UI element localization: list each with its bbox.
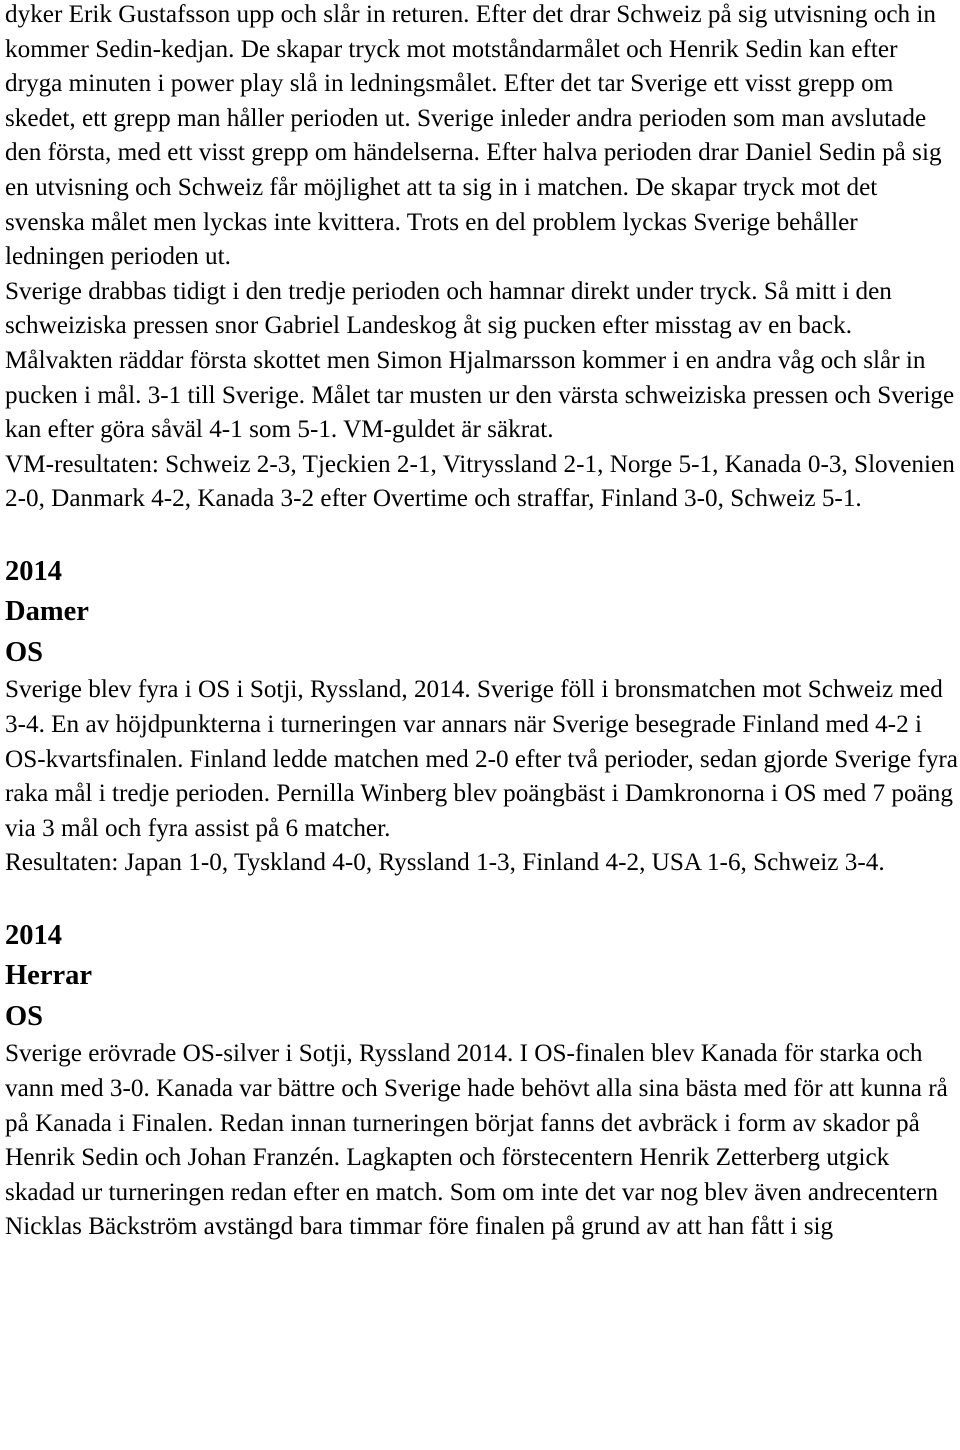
paragraph-vm-results: VM-resultaten: Schweiz 2-3, Tjeckien 2-1, Vitryssland 2-1, Norge 5-1, Kanada 0-3, Slovenien 2-0, Danmark 4-2, Kanada 3-2 efter Overtime och straffar, Finland 3-0, Schweiz 5-1. xyxy=(5,450,955,513)
section-event-heading: OS xyxy=(5,1000,44,1032)
section-year-heading: 2014 xyxy=(5,555,62,587)
section-spacer xyxy=(5,517,960,552)
section-category-heading: Herrar xyxy=(5,960,93,992)
paragraph-third-period: Sverige drabbas tidigt i den tredje perioden och hamnar direkt under tryck. Så mitt i den schweiziska pressen snor Gabriel Landeskog åt sig pucken efter misstag av en back. Målvakten räddar första skottet men Simon Hjalmarsson kommer i en andra våg och slår in pucken i mål. 3-1 till Sverige. Målet tar musten ur den värsta schweiziska pressen och Sverige kan efter göra såväl 4-1 som 5-1. VM-guldet är säkrat. xyxy=(5,277,955,444)
paragraph-women-summary: Sverige blev fyra i OS i Sotji, Ryssland, 2014. Sverige föll i bronsmatchen mot Schweiz med 3-4. En av höjdpunkterna i turneringen var annars när Sverige besegrade Finland med 4-2 i OS-kvartsfinalen. Finland ledde matchen med 2-0 efter två perioder, sedan gjorde Sverige fyra raka mål i tredje perioden. Pernilla Winberg blev poängbäst i Damkronorna i OS med 7 poäng via 3 mål och fyra assist på 6 matcher. xyxy=(5,676,958,842)
section-event-heading: OS xyxy=(5,636,44,668)
section-spacer xyxy=(5,881,960,916)
section-category-heading: Damer xyxy=(5,596,89,628)
section-men-olympics xyxy=(5,916,960,1245)
section-women-olympics xyxy=(5,552,960,881)
section-year-heading: 2014 xyxy=(5,919,62,951)
paragraph-match-report: dyker Erik Gustafsson upp och slår in returen. Efter det drar Schweiz på sig utvisning och in kommer Sedin-kedjan. De skapar tryck mot motståndarmålet och Henrik Sedin kan efter dryga minuten i power play slå in ledningsmålet. Efter det tar Sverige ett visst grepp om skedet, ett grepp man håller perioden ut. Sverige inleder andra perioden som man avslutade den första, med ett visst grepp om händelserna. Efter halva perioden drar Daniel Sedin på sig en utvisning och Schweiz får möjlighet att ta sig in i matchen. De skapar tryck mot det svenska målet men lyckas inte kvittera. Trots en del problem lyckas Sverige behåller ledningen perioden ut. xyxy=(5,1,942,271)
document-page xyxy=(5,0,960,1245)
paragraph-women-results: Resultaten: Japan 1-0, Tyskland 4-0, Ryssland 1-3, Finland 4-2, USA 1-6, Schweiz 3-4. xyxy=(5,849,885,877)
paragraph-men-summary: Sverige erövrade OS-silver i Sotji, Ryssland 2014. I OS-finalen blev Kanada för starka och vann med 3-0. Kanada var bättre och Sverige hade behövt alla sina bästa med för att kunna rå på Kanada i Finalen. Redan innan turneringen börjat fanns det avbräck i form av skador på Henrik Sedin och Johan Franzén. Lagkapten och förstecentern Henrik Zetterberg utgick skadad ur turneringen redan efter en match. Som om inte det var nog blev även andrecentern Nicklas Bäckström avstängd bara timmar före finalen på grund av att han fått i sig xyxy=(5,1040,948,1241)
